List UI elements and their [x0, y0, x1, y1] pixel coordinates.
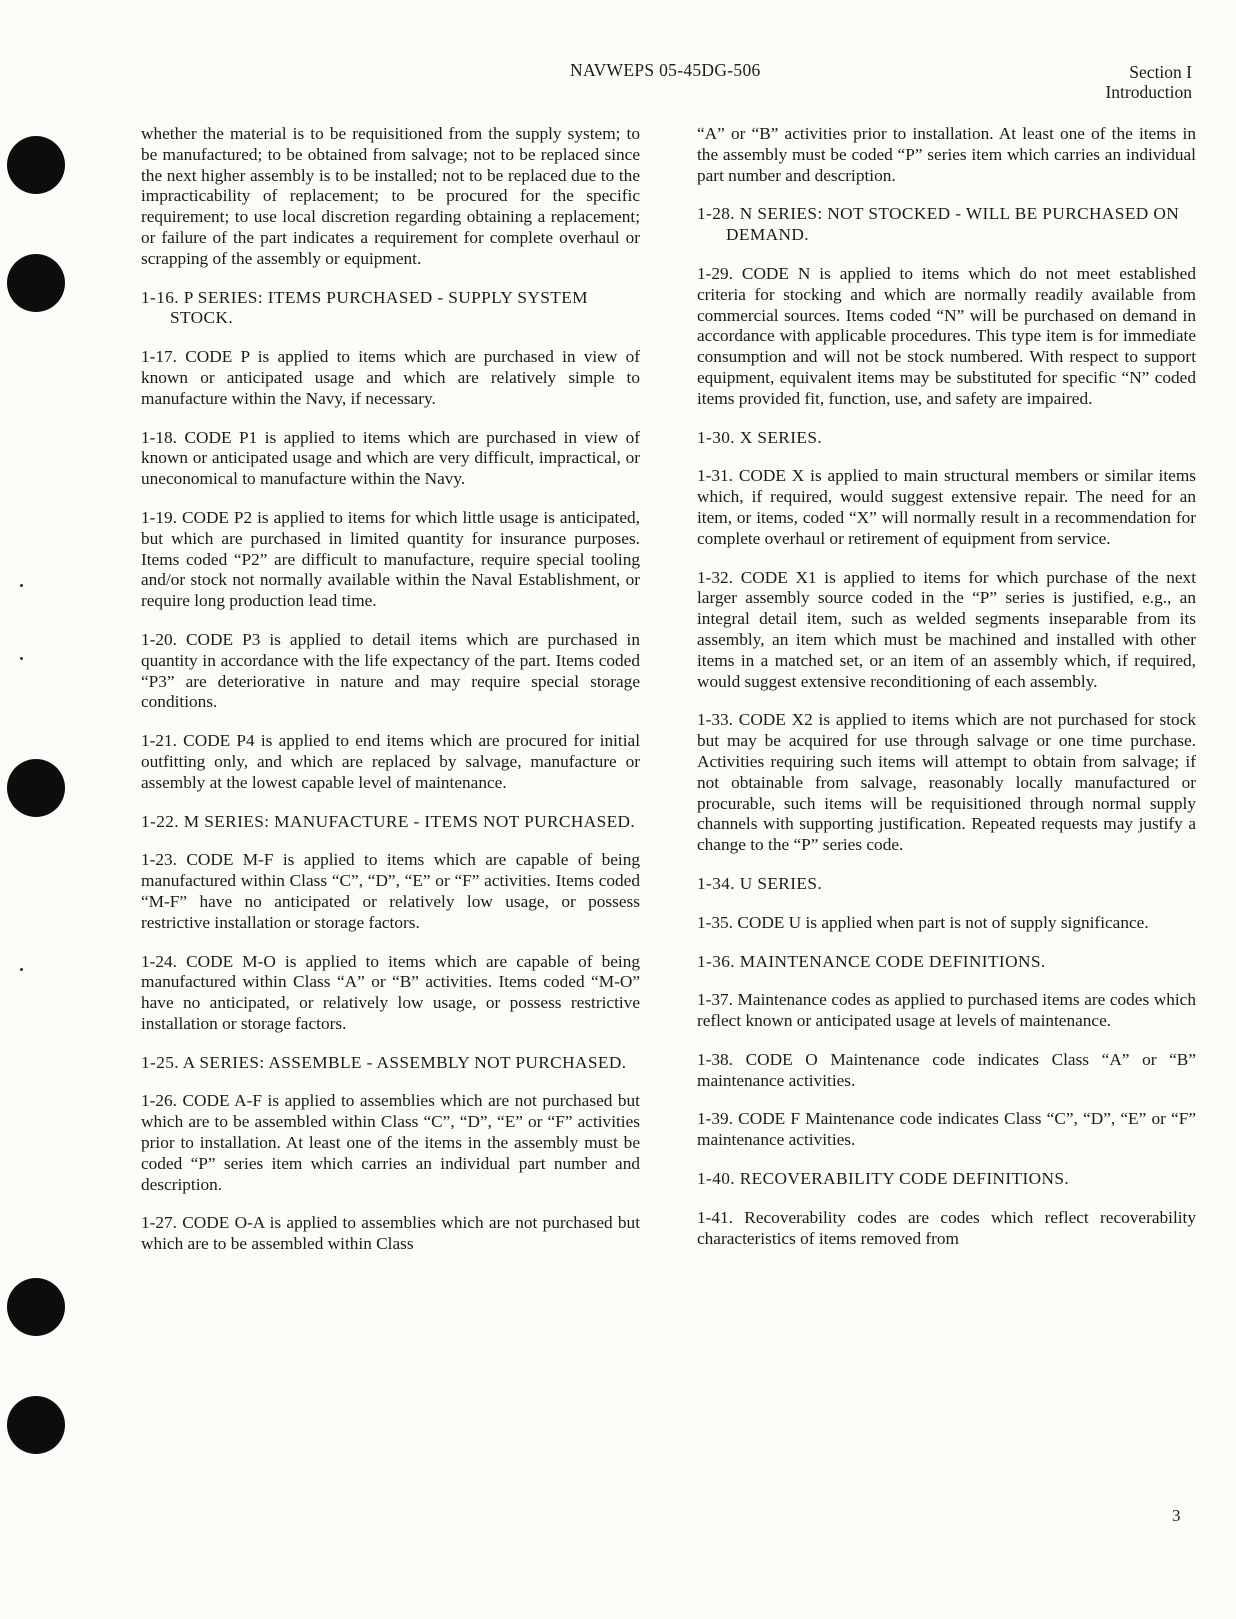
page-number: 3	[1172, 1506, 1181, 1525]
binder-hole	[7, 759, 65, 817]
section-heading: 1-36. MAINTENANCE CODE DEFINITIONS.	[697, 951, 1046, 971]
paragraph: 1-21. CODE P4 is applied to end items which are procured for initial outfitting only, and which are replaced by salvage, manufacture or assembly at the lowest capable level of maintenance.	[141, 731, 640, 792]
document-number: NAVWEPS 05-45DG-506	[570, 60, 761, 80]
paragraph: 1-41. Recoverability codes are codes which reflect recoverability characteristics of items removed from	[697, 1207, 1196, 1248]
paragraph: 1-19. CODE P2 is applied to items for which little usage is anticipated, but which are purchased in limited quantity for insurance purposes. Items coded “P2” are difficult to manufacture, require special tooling and/or stock not normally available within the Naval Establishment, or require long production lead time.	[141, 507, 640, 611]
speck	[20, 968, 23, 971]
section-heading: 1-25. A SERIES: ASSEMBLE - ASSEMBLY NOT PURCHASED.	[141, 1052, 627, 1072]
paragraph: 1-27. CODE O-A is applied to assemblies which are not purchased but which are to be assembled within Class	[141, 1213, 640, 1254]
paragraph: 1-33. CODE X2 is applied to items which are not purchased for stock but may be acquired for use through salvage or one time purchase. Activities requiring such items will attempt to obtain from salvage; if not obtainable from salvage, reasonably locally manufactured or procurable, such items will be requisitioned through normal supply channels with supporting justification. Repeated requests may justify a change to the “P” series code.	[697, 710, 1196, 855]
binder-hole	[7, 1396, 65, 1454]
paragraph: 1-37. Maintenance codes as applied to purchased items are codes which reflect known or anticipated usage at levels of maintenance.	[697, 990, 1196, 1031]
section-heading: 1-30. X SERIES.	[697, 427, 823, 447]
section-heading: 1-28. N SERIES: NOT STOCKED - WILL BE PURCHASED ON DEMAND.	[697, 204, 1180, 245]
paragraph: 1-17. CODE P is applied to items which are purchased in view of known or anticipated usage and which are relatively simple to manufacture within the Navy, if necessary.	[141, 347, 640, 408]
binder-hole	[7, 1278, 65, 1336]
paragraph: 1-29. CODE N is applied to items which do not meet established criteria for stocking and which are normally readily available from commercial sources. Items coded “N” will be purchased on demand in accordance with applicable procedures. This type item is for immediate consumption and will not be stock numbered. With respect to support equipment, equivalent items may be substituted for specific “N” coded items provided fit, function, use, and safety are impaired.	[697, 263, 1196, 408]
paragraph: 1-32. CODE X1 is applied to items for which purchase of the next larger assembly source coded in the “P” series is justified, e.g., an integral detail item, such as welded segments inseparable from its assembly, an item which must be machined and installed with other items in a matched set, or an item of an assembly which, if required, would suggest extensive reconditioning of each assembly.	[697, 567, 1196, 691]
paragraph: 1-35. CODE U is applied when part is not of supply significance.	[697, 912, 1149, 932]
section-label: Section I	[1129, 62, 1192, 82]
paragraph: 1-38. CODE O Maintenance code indicates Class “A” or “B” maintenance activities.	[697, 1049, 1196, 1090]
speck	[20, 584, 23, 587]
paragraph: 1-24. CODE M-O is applied to items which are capable of being manufactured within Class “A” or “B” activities. Items coded “M-O” have no anticipated, or relatively low usage, or possess restrictive installation or storage factors.	[141, 951, 640, 1033]
section-heading: 1-40. RECOVERABILITY CODE DEFINITIONS.	[697, 1169, 1070, 1189]
paragraph: 1-18. CODE P1 is applied to items which are purchased in view of known or anticipated usage and which are very difficult, impractical, or uneconomical to manufacture within the Navy.	[141, 427, 640, 489]
paragraph: 1-20. CODE P3 is applied to detail items which are purchased in quantity in accordance with the life expectancy of the part. Items coded “P3” are deteriorative in nature and may require special storage conditions.	[141, 629, 640, 712]
section-heading: 1-22. M SERIES: MANUFACTURE - ITEMS NOT PURCHASED.	[141, 811, 636, 831]
right-column	[697, 124, 1196, 1267]
speck	[20, 657, 23, 660]
section-title: Introduction	[1105, 82, 1192, 102]
section-heading: 1-16. P SERIES: ITEMS PURCHASED - SUPPLY SYSTEM STOCK.	[141, 287, 588, 328]
paragraph: 1-26. CODE A-F is applied to assemblies which are not purchased but which are to be assembled within Class “C”, “D”, “E” or “F” activities prior to installation. At least one of the items in the assembly must be coded “P” series item which carries an individual part number and description.	[141, 1091, 640, 1194]
paragraph: 1-31. CODE X is applied to main structural members or similar items which, if required, would suggest extensive repair. The need for an item, or items, coded “X” will normally result in a recommendation for complete overhaul or retirement of equipment from service.	[697, 466, 1196, 548]
binder-hole	[7, 136, 65, 194]
left-column	[141, 124, 640, 1273]
paragraph: whether the material is to be requisitioned from the supply system; to be manufactured; to be obtained from salvage; not to be replaced since the next higher assembly is to be installed; not to be replaced due to the impracticability of replacement; to be procured for the specific requirement; to use local discretion regarding obtaining a replacement; or failure of the part indicates a requirement for complete overhaul or scrapping of the assembly or equipment.	[141, 124, 640, 268]
paragraph: “A” or “B” activities prior to installation. At least one of the items in the assembly must be coded “P” series item which carries an individual part number and description.	[697, 124, 1196, 185]
section-heading: 1-34. U SERIES.	[697, 873, 823, 893]
paragraph: 1-39. CODE F Maintenance code indicates Class “C”, “D”, “E” or “F” maintenance activities.	[697, 1109, 1196, 1150]
binder-hole	[7, 254, 65, 312]
paragraph: 1-23. CODE M-F is applied to items which are capable of being manufactured within Class “C”, “D”, “E” or “F” activities. Items coded “M-F” have no anticipated or relatively low usage, or possess restrictive installation or storage factors.	[141, 850, 640, 932]
section-header	[1105, 62, 1192, 102]
